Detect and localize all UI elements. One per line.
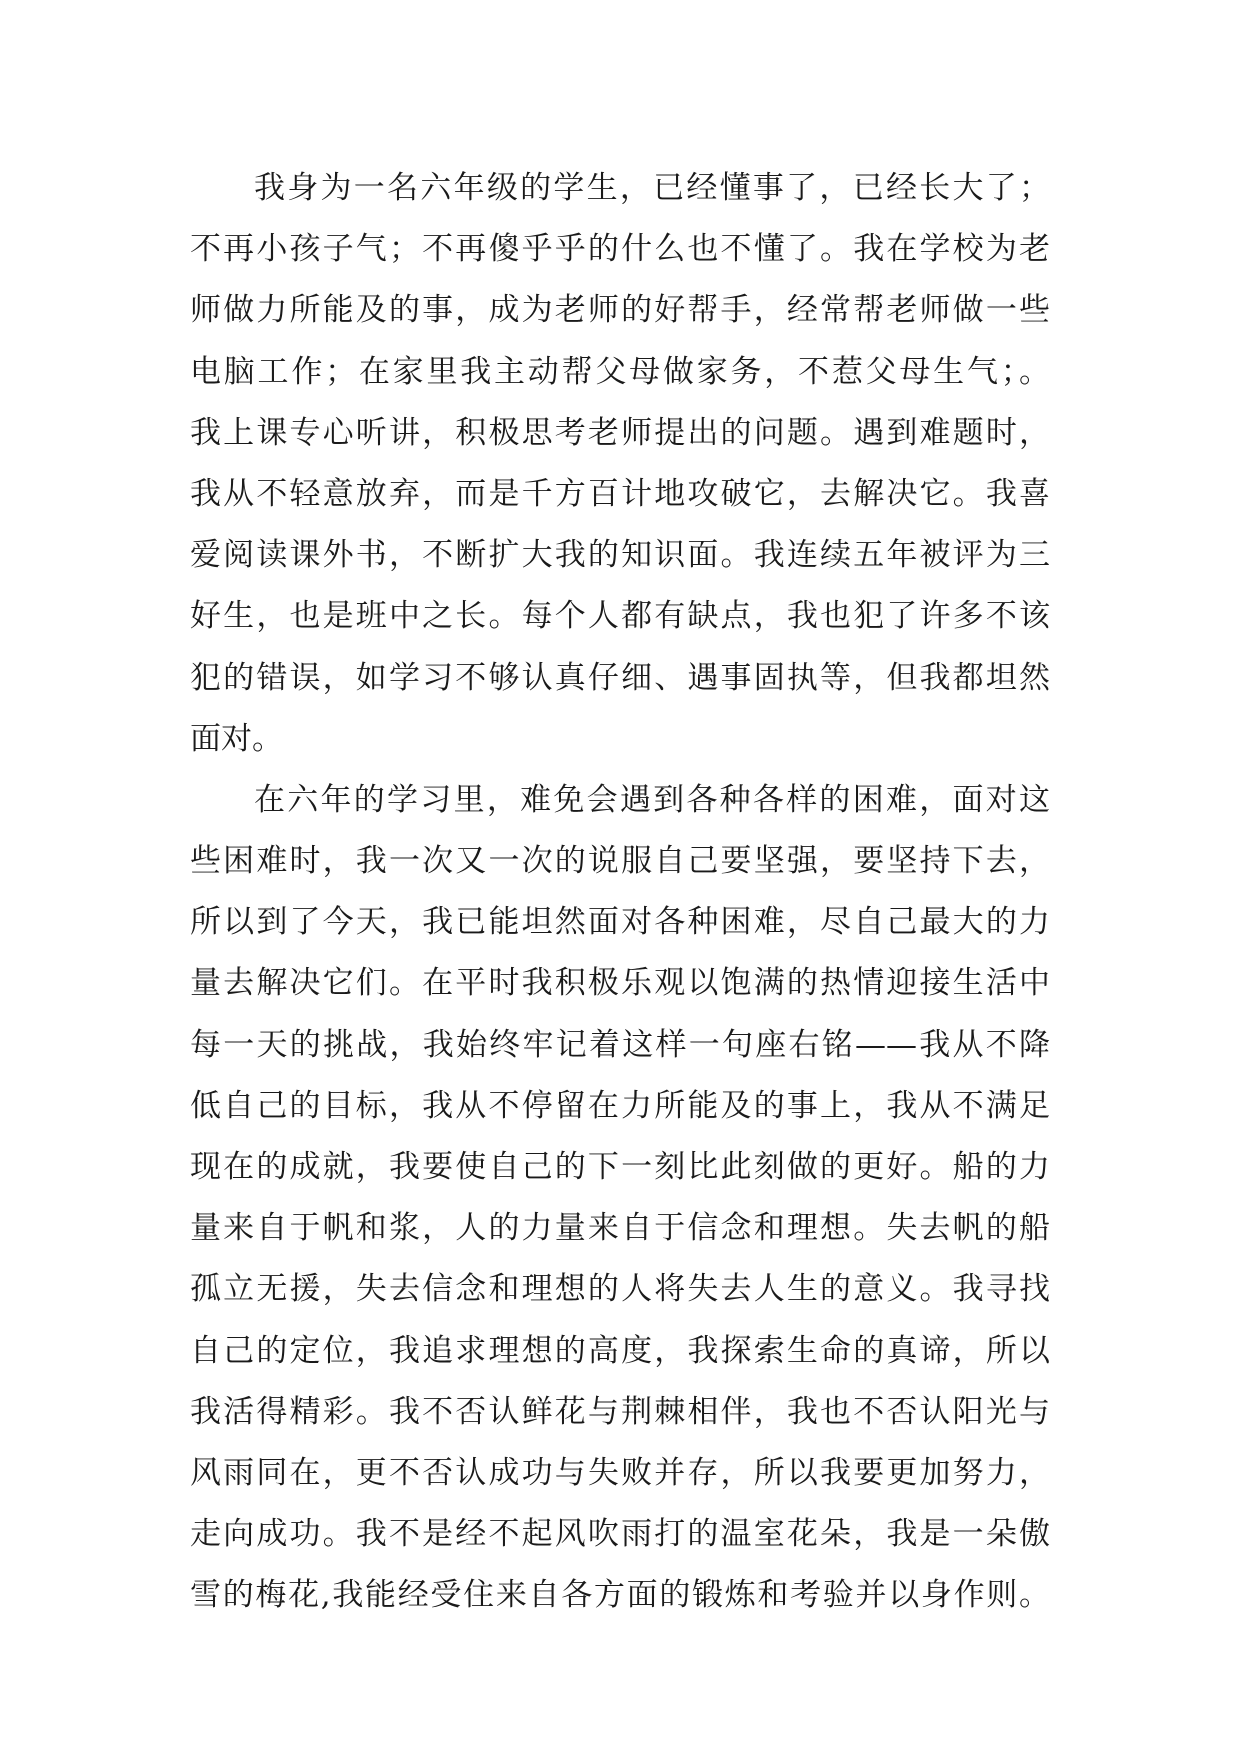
document-body xyxy=(190,158,1050,1627)
paragraph-line: 雪的梅花,我能经受住来自各方面的锻炼和考验并以身作则。 xyxy=(190,1577,1050,1614)
paragraph-line: 所以到了今天，我已能坦然面对各种困难，尽自己最大的力 xyxy=(190,904,1050,941)
paragraph-line: 电脑工作；在家里我主动帮父母做家务，不惹父母生气；。 xyxy=(190,353,1050,390)
paragraph-line: 每一天的挑战，我始终牢记着这样一句座右铭——我从不降 xyxy=(190,1026,1050,1063)
paragraph-line: 犯的错误，如学习不够认真仔细、遇事固执等，但我都坦然 xyxy=(190,659,1050,696)
paragraph-line: 在六年的学习里，难免会遇到各种各样的困难，面对这 xyxy=(254,781,1050,818)
paragraph-line: 自己的定位，我追求理想的高度，我探索生命的真谛，所以 xyxy=(190,1332,1050,1369)
paragraph-line: 我活得精彩。我不否认鲜花与荆棘相伴，我也不否认阳光与 xyxy=(190,1393,1050,1430)
paragraph-line: 面对。 xyxy=(190,720,283,757)
paragraph-2 xyxy=(190,770,1050,1627)
paragraph-line: 风雨同在，更不否认成功与失败并存，所以我要更加努力， xyxy=(190,1454,1050,1491)
paragraph-line: 师做力所能及的事，成为老师的好帮手，经常帮老师做一些 xyxy=(190,292,1050,329)
paragraph-line: 量去解决它们。在平时我积极乐观以饱满的热情迎接生活中 xyxy=(190,965,1050,1002)
paragraph-line: 我从不轻意放弃，而是千方百计地攻破它，去解决它。我喜 xyxy=(190,475,1050,512)
paragraph-line: 走向成功。我不是经不起风吹雨打的温室花朵，我是一朵傲 xyxy=(190,1516,1050,1553)
paragraph-line: 爱阅读课外书，不断扩大我的知识面。我连续五年被评为三 xyxy=(190,537,1050,574)
paragraph-line: 我上课专心听讲，积极思考老师提出的问题。遇到难题时， xyxy=(190,414,1050,451)
paragraph-line: 现在的成就，我要使自己的下一刻比此刻做的更好。船的力 xyxy=(190,1149,1050,1185)
paragraph-line: 好生，也是班中之长。每个人都有缺点，我也犯了许多不该 xyxy=(190,598,1050,635)
paragraph-line: 我身为一名六年级的学生，已经懂事了，已经长大了； xyxy=(254,170,1050,206)
paragraph-line: 低自己的目标，我从不停留在力所能及的事上，我从不满足 xyxy=(190,1087,1050,1124)
paragraph-line: 孤立无援，失去信念和理想的人将失去人生的意义。我寻找 xyxy=(190,1271,1050,1308)
paragraph-line: 些困难时，我一次又一次的说服自己要坚强，要坚持下去， xyxy=(190,843,1050,880)
paragraph-1 xyxy=(190,158,1050,770)
paragraph-line: 量来自于帆和浆，人的力量来自于信念和理想。失去帆的船 xyxy=(190,1210,1050,1247)
paragraph-line: 不再小孩子气；不再傻乎乎的什么也不懂了。我在学校为老 xyxy=(190,231,1050,268)
